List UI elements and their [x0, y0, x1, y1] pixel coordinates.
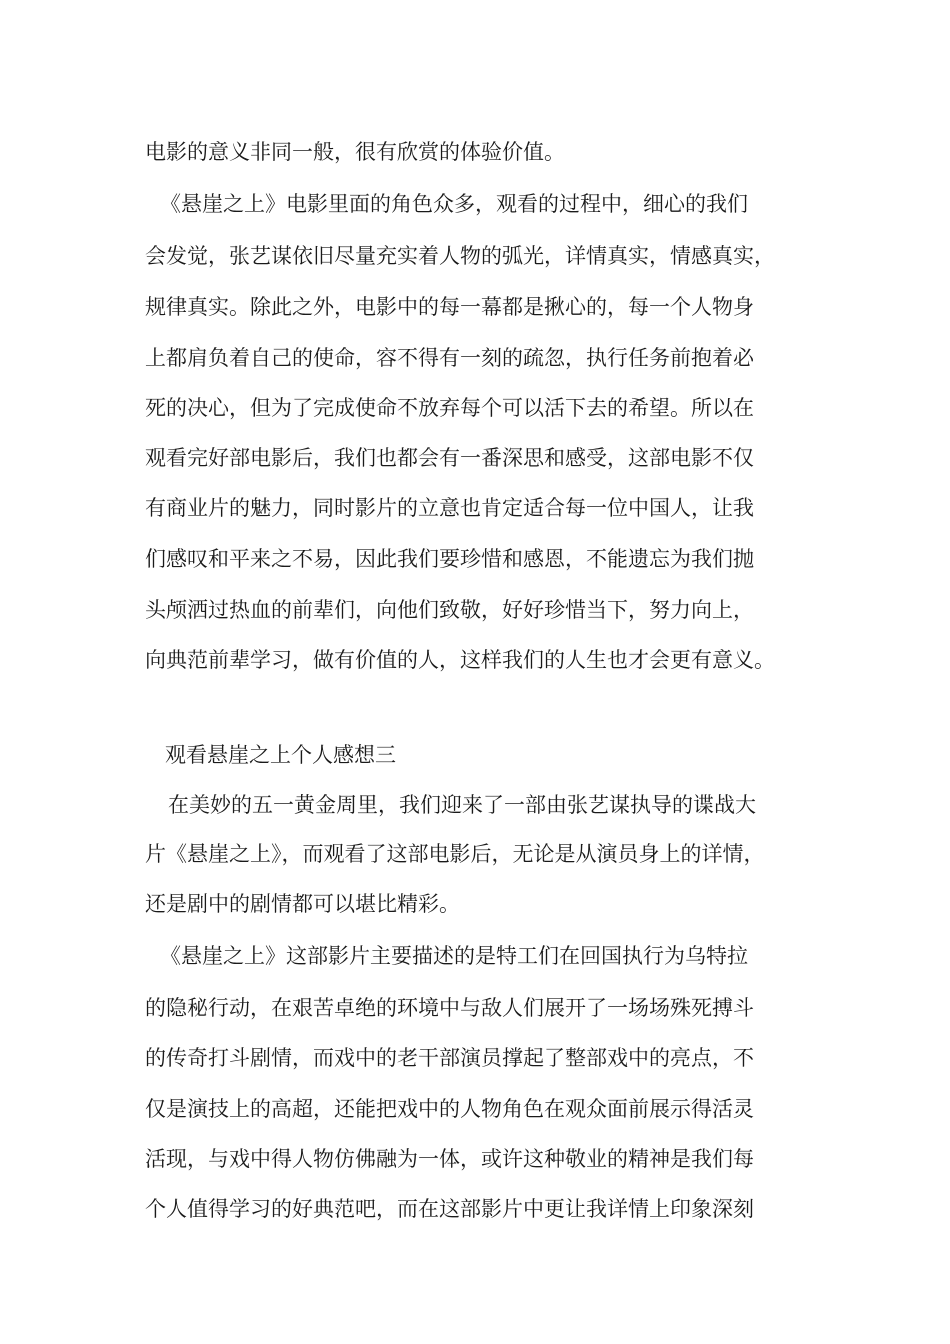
text-line: 的隐秘行动，在艰苦卓绝的环境中与敌人们展开了一场场殊死搏斗 [145, 996, 754, 1020]
text-line: 片《悬崖之上》，而观看了这部电影后，无论是从演员身上的详情， [145, 842, 765, 866]
paragraph-first-line: 在美妙的五一黄金周里，我们迎来了一部由张艺谋执导的谍战大 [168, 793, 756, 817]
text-line: 活现，与戏中得人物仿佛融为一体，或许这种敬业的精神是我们每 [145, 1147, 754, 1171]
text-line: 死的决心，但为了完成使命不放弃每个可以活下去的希望。所以在 [145, 396, 754, 420]
paragraph-first-line: 《悬崖之上》电影里面的角色众多，观看的过程中，细心的我们 [160, 192, 748, 216]
text-line: 向典范前辈学习，做有价值的人，这样我们的人生也才会更有意义。 [145, 648, 775, 672]
text-line: 仅是演技上的高超，还能把戏中的人物角色在观众面前展示得活灵 [145, 1097, 754, 1121]
text-line: 的传奇打斗剧情，而戏中的老干部演员撑起了整部戏中的亮点，不 [145, 1046, 754, 1070]
text-line: 们感叹和平来之不易，因此我们要珍惜和感恩，不能遗忘为我们抛 [145, 547, 754, 571]
text-line: 有商业片的魅力，同时影片的立意也肯定适合每一位中国人，让我 [145, 496, 754, 520]
section-heading: 观看悬崖之上个人感想三 [165, 743, 396, 767]
text-line: 会发觉，张艺谋依旧尽量充实着人物的弧光，详情真实，情感真实， [145, 244, 775, 268]
text-line: 电影的意义非同一般，很有欣赏的体验价值。 [145, 140, 565, 164]
text-line: 还是剧中的剧情都可以堪比精彩。 [145, 892, 460, 916]
text-line: 观看完好部电影后，我们也都会有一番深思和感受，这部电影不仅 [145, 446, 754, 470]
text-line: 规律真实。除此之外，电影中的每一幕都是揪心的，每一个人物身 [145, 295, 754, 319]
text-line: 头颅洒过热血的前辈们，向他们致敬，好好珍惜当下，努力向上， [145, 598, 754, 622]
text-line: 个人值得学习的好典范吧，而在这部影片中更让我详情上印象深刻 [145, 1197, 754, 1221]
paragraph-first-line: 《悬崖之上》这部影片主要描述的是特工们在回国执行为乌特拉 [160, 944, 748, 968]
text-line: 上都肩负着自己的使命，容不得有一刻的疏忽，执行任务前抱着必 [145, 346, 754, 370]
